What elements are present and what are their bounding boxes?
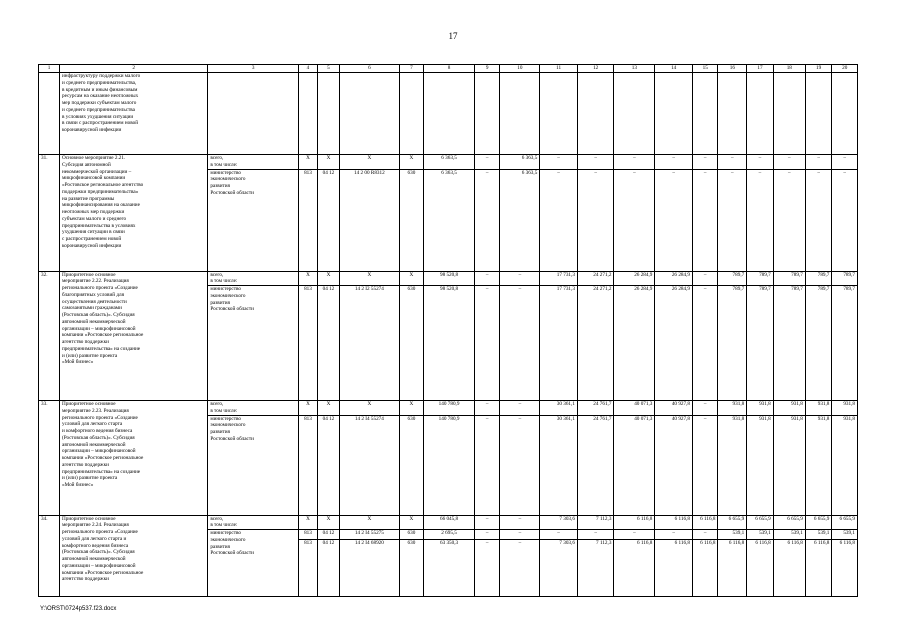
executor-cell: всего, в том числе:: [208, 401, 299, 416]
grbs-code-cell: X: [299, 155, 318, 170]
expense-type-cell: 630: [399, 540, 423, 597]
year-amount-cell: 789,7: [773, 286, 805, 401]
year-amount-cell: –: [500, 540, 540, 597]
row-number-cell: 34.: [39, 515, 60, 597]
year-amount-cell: 931,8: [832, 401, 858, 416]
year-amount-cell: –: [500, 515, 540, 530]
column-header: 12: [577, 65, 614, 73]
year-amount-cell: 6 116,8: [773, 540, 805, 597]
year-amount-cell: 40 071,3: [614, 401, 655, 416]
row-number-cell: 32.: [39, 271, 60, 401]
year-amount-cell: 6 116,8: [832, 540, 858, 597]
year-amount-cell: –: [692, 415, 717, 515]
column-header: 10: [500, 65, 540, 73]
year-amount-cell: 6 116,8: [614, 515, 655, 530]
column-header: 19: [805, 65, 832, 73]
column-header: 4: [299, 65, 318, 73]
year-amount-cell: 6 116,8: [692, 540, 717, 597]
section-code-cell: X: [317, 401, 339, 416]
expense-type-cell: 630: [399, 169, 423, 271]
total-amount-cell: 66 045,8: [424, 515, 475, 530]
grbs-code-cell: X: [299, 271, 318, 286]
year-amount-cell: 6 116,8: [655, 515, 693, 530]
year-amount-cell: 24 271,2: [577, 286, 614, 401]
row-number-cell: 31.: [39, 155, 60, 272]
year-amount-cell: 6 116,8: [692, 515, 717, 530]
empty-cell: [773, 73, 805, 155]
expense-type-cell: 630: [399, 415, 423, 515]
grbs-code-cell: X: [299, 515, 318, 530]
year-amount-cell: –: [692, 530, 717, 540]
grbs-code-cell: 813: [299, 540, 318, 597]
year-amount-cell: –: [773, 155, 805, 170]
section-code-cell: X: [317, 155, 339, 170]
grbs-code-cell: 813: [299, 169, 318, 271]
year-amount-cell: 789,7: [805, 286, 832, 401]
column-header: 6: [340, 65, 400, 73]
year-amount-cell: 30 361,1: [540, 401, 578, 416]
empty-cell: [655, 73, 693, 155]
year-amount-cell: 789,7: [832, 271, 858, 286]
year-amount-cell: 931,8: [805, 415, 832, 515]
empty-cell: [718, 73, 747, 155]
year-amount-cell: 24 761,7: [577, 415, 614, 515]
year-amount-cell: 789,7: [718, 271, 747, 286]
column-header: 3: [208, 65, 299, 73]
empty-cell: [424, 73, 475, 155]
executor-cell: министерство экономического развития Ростовской области: [208, 530, 299, 597]
empty-cell: [747, 73, 774, 155]
year-amount-cell: –: [805, 155, 832, 170]
empty-cell: [540, 73, 578, 155]
target-article-cell: 14 2 I4 68920: [340, 540, 400, 597]
year-amount-cell: –: [747, 169, 774, 271]
year-amount-cell: –: [475, 530, 500, 540]
executor-cell: всего, в том числе:: [208, 155, 299, 170]
year-amount-cell: –: [475, 515, 500, 530]
year-amount-cell: –: [718, 155, 747, 170]
column-header: 7: [399, 65, 423, 73]
empty-cell: [805, 73, 832, 155]
year-amount-cell: 6 655,9: [832, 515, 858, 530]
empty-cell: [475, 73, 500, 155]
year-amount-cell: 931,8: [718, 401, 747, 416]
budget-table: [38, 64, 858, 597]
year-amount-cell: –: [692, 155, 717, 170]
grbs-code-cell: 813: [299, 415, 318, 515]
grbs-code-cell: 813: [299, 530, 318, 540]
header-row: [39, 65, 858, 73]
year-amount-cell: 931,8: [773, 401, 805, 416]
year-amount-cell: 6 116,8: [614, 540, 655, 597]
year-amount-cell: 6 655,9: [718, 515, 747, 530]
year-amount-cell: –: [614, 155, 655, 170]
event-name-cell: инфраструктуру поддержки малого и среднего предпринимательства, в кредитным и иным финансовым ресурсам на оказание неотложных мер поддержки субъектам малого и среднего предпринимательства в условиях ухудшения ситуации в связи с распространением новой коронавирусной инфекции: [60, 73, 208, 155]
empty-cell: [340, 73, 400, 155]
year-amount-cell: –: [577, 530, 614, 540]
year-amount-cell: 17 731,3: [540, 271, 578, 286]
year-amount-cell: –: [540, 530, 578, 540]
year-amount-cell: 539,1: [773, 530, 805, 540]
target-article-cell: 14 2 00 R8312: [340, 169, 400, 271]
total-amount-cell: 140 780,9: [424, 415, 475, 515]
table-row: [39, 271, 858, 286]
section-code-cell: X: [317, 515, 339, 530]
year-amount-cell: –: [692, 271, 717, 286]
empty-cell: [692, 73, 717, 155]
empty-cell: [299, 73, 318, 155]
target-article-cell: 14 2 I2 55274: [340, 286, 400, 401]
year-amount-cell: 931,8: [832, 415, 858, 515]
file-path-footer: Y:\ORST\0724p537.f23.docx: [40, 606, 117, 612]
grbs-code-cell: X: [299, 401, 318, 416]
expense-type-cell: 630: [399, 530, 423, 540]
year-amount-cell: 931,8: [805, 401, 832, 416]
event-name-cell: Приоритетное основное мероприятие 2.23. Реализация регионального проекта «Создание условий для легкого старта и комфортного ведения бизнеса (Ростовская область)». Субсидия автономной некоммерческой организации – микрофинансовой компании «Ростовское региональное агентство поддержки предпринимательства» на создание и (или) развитие проекта «Мой бизнес»: [60, 401, 208, 516]
year-amount-cell: –: [692, 286, 717, 401]
year-amount-cell: 26 284,9: [614, 286, 655, 401]
year-amount-cell: 40 071,3: [614, 415, 655, 515]
column-header: 20: [832, 65, 858, 73]
year-amount-cell: 6 655,9: [747, 515, 774, 530]
table-row: [39, 73, 858, 155]
column-header: 15: [692, 65, 717, 73]
column-header: 1: [39, 65, 60, 73]
target-article-cell: X: [340, 155, 400, 170]
year-amount-cell: –: [655, 530, 693, 540]
total-amount-cell: 140 780,9: [424, 401, 475, 416]
expense-type-cell: X: [399, 401, 423, 416]
target-article-cell: 14 2 I4 55275: [340, 530, 400, 540]
year-amount-cell: 26 284,9: [614, 271, 655, 286]
executor-cell: министерство экономического развития Ростовской области: [208, 286, 299, 401]
year-amount-cell: 539,1: [747, 530, 774, 540]
event-name-cell: Приоритетное основное мероприятие 2.24. Реализация регионального проекта «Создание условий для легкого старта и комфортного ведения бизнеса (Ростовская область)». Субсидия автономной некоммерческой организации – микрофинансовой компании «Ростовское региональное агентство поддержки: [60, 515, 208, 597]
year-amount-cell: 539,1: [805, 530, 832, 540]
year-amount-cell: 539,1: [718, 530, 747, 540]
total-amount-cell: 63 350,3: [424, 540, 475, 597]
event-name-cell: Приоритетное основное мероприятие 2.22. Реализация регионального проекта «Создание благоприятных условий для осуществления деятельности самозанятыми гражданами (Ростовская область)». Субсидия автономной некоммерческой организации – микрофинансовой компании «Ростовское региональное агентство поддержки предпринимательства» на создание и (или) развитие проекта «Мой бизнес»: [60, 271, 208, 401]
empty-cell: [317, 73, 339, 155]
year-amount-cell: –: [832, 169, 858, 271]
year-amount-cell: –: [500, 286, 540, 401]
year-amount-cell: –: [475, 286, 500, 401]
empty-cell: [614, 73, 655, 155]
section-code-cell: 04 12: [317, 540, 339, 597]
year-amount-cell: 931,8: [747, 415, 774, 515]
year-amount-cell: 789,7: [718, 286, 747, 401]
column-header: 17: [747, 65, 774, 73]
year-amount-cell: –: [475, 155, 500, 170]
year-amount-cell: 931,8: [747, 401, 774, 416]
total-amount-cell: 6 363,5: [424, 169, 475, 271]
year-amount-cell: –: [614, 530, 655, 540]
year-amount-cell: –: [692, 401, 717, 416]
expense-type-cell: X: [399, 155, 423, 170]
year-amount-cell: 6 116,8: [655, 540, 693, 597]
total-amount-cell: 98 520,8: [424, 286, 475, 401]
empty-cell: [832, 73, 858, 155]
year-amount-cell: 6 116,8: [747, 540, 774, 597]
column-header: 9: [475, 65, 500, 73]
column-header: 14: [655, 65, 693, 73]
section-code-cell: 04 12: [317, 169, 339, 271]
section-code-cell: X: [317, 271, 339, 286]
section-code-cell: 04 12: [317, 530, 339, 540]
column-header: 8: [424, 65, 475, 73]
year-amount-cell: 789,7: [773, 271, 805, 286]
target-article-cell: 14 2 I4 55274: [340, 415, 400, 515]
expense-type-cell: X: [399, 271, 423, 286]
year-amount-cell: 931,8: [773, 415, 805, 515]
expense-type-cell: X: [399, 515, 423, 530]
target-article-cell: X: [340, 401, 400, 416]
year-amount-cell: –: [475, 540, 500, 597]
year-amount-cell: 789,7: [747, 286, 774, 401]
year-amount-cell: –: [577, 155, 614, 170]
empty-cell: [208, 73, 299, 155]
year-amount-cell: 40 927,8: [655, 401, 693, 416]
empty-cell: [500, 73, 540, 155]
year-amount-cell: –: [500, 415, 540, 515]
total-amount-cell: 2 695,5: [424, 530, 475, 540]
year-amount-cell: 17 731,3: [540, 286, 578, 401]
year-amount-cell: –: [805, 169, 832, 271]
year-amount-cell: 26 284,9: [655, 286, 693, 401]
year-amount-cell: 7 303,6: [540, 515, 578, 530]
year-amount-cell: 6 655,9: [773, 515, 805, 530]
empty-cell: [577, 73, 614, 155]
year-amount-cell: –: [773, 169, 805, 271]
year-amount-cell: –: [718, 169, 747, 271]
year-amount-cell: –: [540, 155, 578, 170]
section-code-cell: 04 12: [317, 286, 339, 401]
year-amount-cell: 30 361,1: [540, 415, 578, 515]
year-amount-cell: 24 271,2: [577, 271, 614, 286]
year-amount-cell: 40 927,8: [655, 415, 693, 515]
year-amount-cell: –: [692, 169, 717, 271]
year-amount-cell: –: [475, 415, 500, 515]
section-code-cell: 04 12: [317, 415, 339, 515]
year-amount-cell: –: [577, 169, 614, 271]
total-amount-cell: 98 520,8: [424, 271, 475, 286]
year-amount-cell: 7 112,3: [577, 515, 614, 530]
target-article-cell: X: [340, 515, 400, 530]
year-amount-cell: –: [475, 169, 500, 271]
year-amount-cell: 539,1: [832, 530, 858, 540]
year-amount-cell: 6 116,8: [805, 540, 832, 597]
year-amount-cell: –: [655, 155, 693, 170]
year-amount-cell: –: [500, 271, 540, 286]
year-amount-cell: 24 761,7: [577, 401, 614, 416]
year-amount-cell: 26 284,9: [655, 271, 693, 286]
table-body: [39, 65, 858, 597]
year-amount-cell: 6 363,5: [500, 155, 540, 170]
column-header: 2: [60, 65, 208, 73]
year-amount-cell: 7 112,3: [577, 540, 614, 597]
grbs-code-cell: 813: [299, 286, 318, 401]
event-name-cell: Основное мероприятие 2.21. Субсидия автономной некоммерческой организации – микрофинансовой компании «Ростовское региональное агентство поддержки предпринимательства» на развитие программы микрофинансирования на оказание неотложных мер поддержки субъектам малого и среднего предпринимательства в условиях ухудшения ситуации в связи с распространением новой коронавирусной инфекции: [60, 155, 208, 272]
executor-cell: министерство экономического развития Ростовской области: [208, 415, 299, 515]
year-amount-cell: –: [475, 271, 500, 286]
row-number-cell: 33.: [39, 401, 60, 516]
year-amount-cell: –: [540, 169, 578, 271]
year-amount-cell: 789,7: [832, 286, 858, 401]
executor-cell: всего, в том числе:: [208, 271, 299, 286]
table-row: [39, 401, 858, 416]
expense-type-cell: 630: [399, 286, 423, 401]
year-amount-cell: 6 655,9: [805, 515, 832, 530]
column-header: 16: [718, 65, 747, 73]
year-amount-cell: 6 363,5: [500, 169, 540, 271]
total-amount-cell: 6 363,5: [424, 155, 475, 170]
year-amount-cell: –: [747, 155, 774, 170]
empty-cell: [399, 73, 423, 155]
year-amount-cell: 7 303,6: [540, 540, 578, 597]
target-article-cell: X: [340, 271, 400, 286]
column-header: 18: [773, 65, 805, 73]
column-header: 5: [317, 65, 339, 73]
row-number-cell: [39, 73, 60, 155]
year-amount-cell: 789,7: [747, 271, 774, 286]
year-amount-cell: 931,8: [718, 415, 747, 515]
table-row: [39, 155, 858, 170]
year-amount-cell: –: [475, 401, 500, 416]
year-amount-cell: 789,7: [805, 271, 832, 286]
page-number: 17: [448, 31, 458, 41]
executor-cell: министерство экономического развития Ростовской области: [208, 169, 299, 271]
table-row: [39, 515, 858, 530]
column-header: 13: [614, 65, 655, 73]
year-amount-cell: 6 116,8: [718, 540, 747, 597]
executor-cell: всего, в том числе:: [208, 515, 299, 530]
year-amount-cell: –: [832, 155, 858, 170]
year-amount-cell: –: [500, 401, 540, 416]
year-amount-cell: –: [655, 169, 693, 271]
year-amount-cell: –: [614, 169, 655, 271]
column-header: 11: [540, 65, 578, 73]
year-amount-cell: –: [500, 530, 540, 540]
